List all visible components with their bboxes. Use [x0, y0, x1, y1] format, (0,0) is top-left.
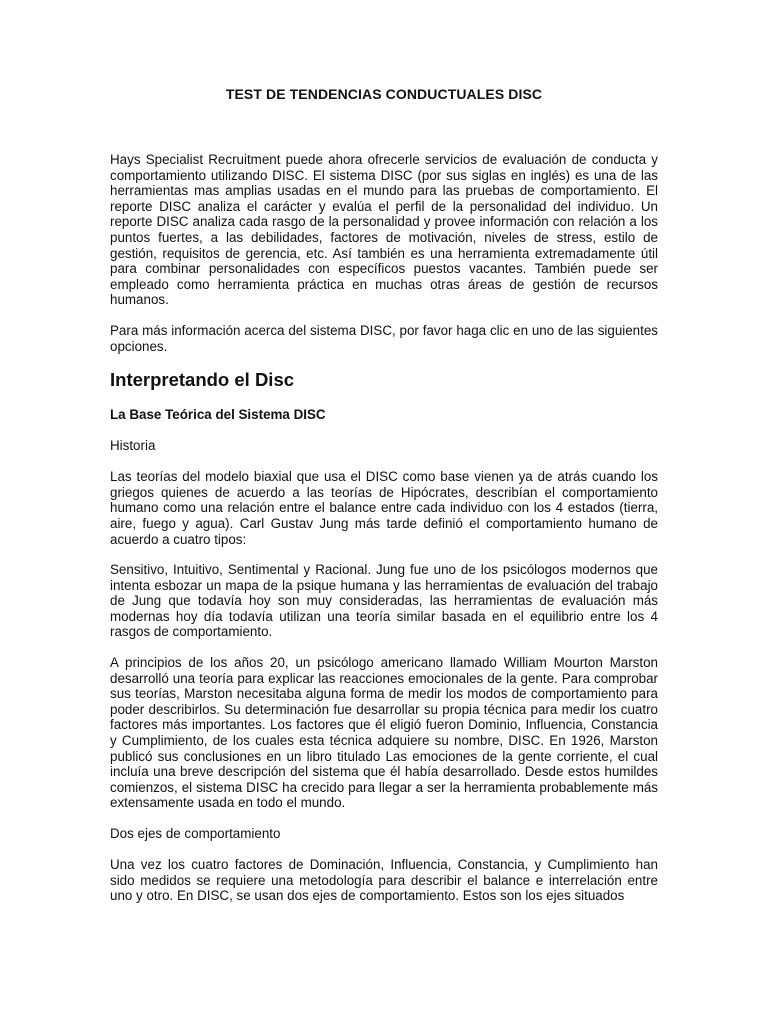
intro-paragraph: Hays Specialist Recruitment puede ahora ofrecerle servicios de evaluación de conducta y comportamiento utilizando DISC. El sistema DISC (por sus siglas en inglés) es una de las herramientas mas amplias usadas en el mundo para las pruebas de comportamiento. El reporte DISC analiza el carácter y evalúa el perfil de la personalidad del individuo. Un reporte DISC analiza cada rasgo de la personalidad y provee información con relación a los puntos fuertes, a las debilidades, factores de motivación, niveles de stress, estilo de gestión, requisitos de gerencia, etc. Así también es una herramienta extremadamente útil para combinar personalidades con específicos puestos vacantes. También puede ser empleado como herramienta práctica en muchas otras áreas de gestión de recursos humanos. [110, 152, 658, 308]
ejes-label: Dos ejes de comportamiento [110, 826, 281, 841]
ejes-paragraph-1: Una vez los cuatro factores de Dominación, Influencia, Constancia, y Cumplimiento han sido medidos se requiere una metodología para describir el balance e interrelación entre uno y otro. En DISC, se usan dos ejes de comportamiento. Estos son los ejes situados [110, 857, 658, 904]
historia-paragraph-1: Las teorías del modelo biaxial que usa el DISC como base vienen ya de atrás cuando los griegos quienes de acuerdo a las teorías de Hipócrates, describían el comportamiento humano como una relación entre el balance entre cada individuo con los 4 estados (tierra, aire, fuego y agua). Carl Gustav Jung más tarde definió el comportamiento humano de acuerdo a cuatro tipos: [110, 469, 658, 547]
document-body [110, 84, 658, 904]
historia-paragraph-2: Sensitivo, Intuitivo, Sentimental y Racional. Jung fue uno de los psicólogos modernos que intenta esbozar un mapa de la psique humana y las herramientas de evaluación del trabajo de Jung que todavía hoy son muy consideradas, las herramientas de evaluación más modernas hoy día todavía utilizan una teoría similar basada en el equilibrio entre los 4 rasgos de comportamiento. [110, 562, 658, 640]
section-heading: Interpretando el Disc [110, 369, 295, 391]
document-title: TEST DE TENDENCIAS CONDUCTUALES DISC [225, 86, 543, 102]
historia-paragraph-3: A principios de los años 20, un psicólogo americano llamado William Mourton Marston desarrolló una teoría para explicar las reacciones emocionales de la gente. Para comprobar sus teorías, Marston necesitaba alguna forma de medir los modos de comportamiento para poder describirlos. Su determinación fue desarrollar su propia técnica para medir los cuatro factores más importantes. Los factores que él eligió fueron Dominio, Influencia, Constancia y Cumplimiento, de los cuales esta técnica adquiere su nombre, DISC. En 1926, Marston publicó sus conclusiones en un libro titulado Las emociones de la gente corriente, el cual incluía una breve descripción del sistema que él había desarrollado. Desde estos humildes comienzos, el sistema DISC ha crecido para llegar a ser la herramienta probablemente más extensamente usada en todo el mundo. [110, 655, 658, 811]
subheading: La Base Teórica del Sistema DISC [110, 407, 326, 423]
historia-label: Historia [110, 438, 156, 454]
info-paragraph: Para más información acerca del sistema DISC, por favor haga clic en uno de las siguientes opciones. [110, 322, 658, 354]
